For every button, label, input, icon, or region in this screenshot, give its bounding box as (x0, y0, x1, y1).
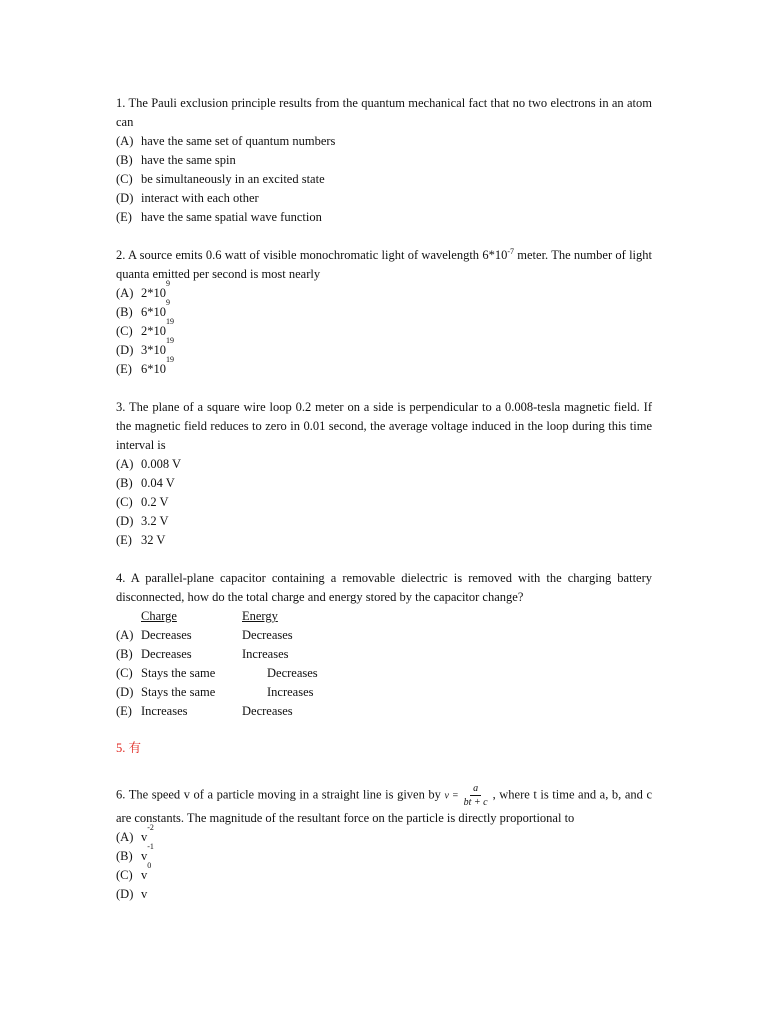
question-stem-end: meter. The number of light quanta emitted per second is most nearly (116, 248, 652, 281)
option-e (116, 355, 652, 379)
energy-cell: Increases (242, 647, 289, 661)
option-label: (C) (116, 495, 133, 509)
table-row (116, 645, 652, 664)
option-exponent: -2 (147, 823, 154, 832)
energy-cell: Decreases (242, 628, 293, 642)
charge-cell: Decreases (141, 647, 192, 661)
option-label: (E) (116, 210, 132, 224)
option-c (116, 861, 652, 885)
option-c (116, 170, 652, 189)
question-2 (116, 246, 652, 379)
exponent: -7 (507, 247, 514, 256)
option-exponent: 0 (147, 861, 152, 870)
energy-cell: Decreases (242, 704, 293, 718)
question-number: 2. (116, 248, 126, 262)
option-label: (E) (116, 362, 132, 376)
charge-cell: Stays the same (141, 666, 216, 680)
option-text: 0.008 V (141, 457, 182, 471)
question-3 (116, 398, 652, 550)
option-base: 2*10 (141, 286, 166, 300)
formula-numerator: a (470, 782, 481, 796)
option-label: (D) (116, 685, 134, 699)
option-base: v (141, 830, 148, 844)
option-label: (B) (116, 647, 133, 661)
option-text: 3.2 V (141, 514, 169, 528)
option-label: (C) (116, 666, 133, 680)
option-b (116, 474, 652, 493)
question-6 (116, 782, 652, 904)
option-e (116, 208, 652, 227)
option-e (116, 531, 652, 550)
charge-cell: Decreases (141, 628, 192, 642)
option-a (116, 279, 652, 303)
option-label: (B) (116, 849, 133, 863)
option-d (116, 885, 652, 904)
option-label: (D) (116, 514, 134, 528)
option-exponent: 9 (166, 298, 170, 307)
question-stem: The plane of a square wire loop 0.2 meter on a side is perpendicular to a 0.008-tesla magnetic field. If the magnetic field reduces to zero in 0.01 second, the average voltage induced in the loop during this time interval is (116, 400, 652, 452)
question-stem-start: The speed v of a particle moving in a straight line is given by (128, 787, 441, 802)
question-4-text (116, 569, 652, 607)
option-c (116, 317, 652, 341)
option-text: 32 V (141, 533, 166, 547)
charge-cell: Increases (141, 704, 188, 718)
option-label: (D) (116, 887, 134, 901)
option-exponent: 9 (166, 279, 170, 288)
option-text: have the same spatial wave function (141, 210, 322, 224)
option-text: have the same spin (141, 153, 236, 167)
option-text: have the same set of quantum numbers (141, 134, 336, 148)
energy-cell: Decreases (267, 666, 318, 680)
option-exponent: -1 (147, 842, 154, 851)
option-label: (A) (116, 457, 134, 471)
option-b (116, 298, 652, 322)
option-text: interact with each other (141, 191, 259, 205)
answer-table-header (116, 607, 652, 626)
table-row (116, 702, 652, 721)
question-1 (116, 94, 652, 227)
question-6-text (116, 782, 652, 828)
option-base: 6*10 (141, 362, 166, 376)
question-number: 6. (116, 787, 126, 802)
option-a (116, 455, 652, 474)
formula-lhs: v = (444, 790, 459, 802)
question-number: 1. (116, 96, 126, 110)
option-base: 2*10 (141, 324, 166, 338)
option-label: (E) (116, 533, 132, 547)
option-a (116, 823, 652, 847)
question-2-text (116, 246, 652, 284)
question-stem: 有 (128, 741, 142, 755)
option-base: v (141, 849, 148, 863)
option-exponent: 19 (166, 317, 174, 326)
option-label: (C) (116, 172, 133, 186)
option-exponent: 19 (166, 336, 174, 345)
option-base: 3*10 (141, 343, 166, 357)
option-b (116, 842, 652, 866)
charge-cell: Stays the same (141, 685, 216, 699)
question-stem-start: A source emits 0.6 watt of visible monochromatic light of wavelength 6*10 (127, 248, 508, 262)
option-label: (A) (116, 830, 134, 844)
formula-fraction (461, 782, 491, 809)
question-5 (116, 739, 652, 758)
question-1-text (116, 94, 652, 132)
option-label: (A) (116, 134, 134, 148)
option-d (116, 336, 652, 360)
question-4 (116, 569, 652, 721)
option-label: (A) (116, 286, 134, 300)
option-d (116, 189, 652, 208)
question-stem: The Pauli exclusion principle results from the quantum mechanical fact that no two electrons in an atom can (116, 96, 652, 129)
formula-denominator: bt + c (463, 797, 488, 808)
option-label: (C) (116, 868, 133, 882)
option-label: (E) (116, 704, 132, 718)
charge-header: Charge (141, 609, 177, 623)
option-base: 6*10 (141, 305, 166, 319)
question-stem: A parallel-plane capacitor containing a removable dielectric is removed with the charging battery disconnected, how do the total charge and energy stored by the capacitor change? (116, 571, 653, 604)
question-3-text (116, 398, 652, 455)
question-number: 5. (116, 741, 126, 755)
option-text: 0.2 V (141, 495, 169, 509)
option-label: (D) (116, 191, 134, 205)
option-base: v (141, 868, 148, 882)
question-number: 4. (116, 571, 126, 585)
energy-cell: Increases (267, 685, 314, 699)
option-a (116, 132, 652, 151)
option-label: (A) (116, 628, 134, 642)
table-row (116, 626, 652, 645)
option-label: (B) (116, 153, 133, 167)
option-label: (C) (116, 324, 133, 338)
option-c (116, 493, 652, 512)
option-label: (B) (116, 476, 133, 490)
question-stem-end: , where t is time and a, b, and c are constants. The magnitude of the resultant force on the particle is directly proportional to (116, 787, 652, 825)
table-row (116, 664, 652, 683)
question-number: 3. (116, 400, 126, 414)
table-row (116, 683, 652, 702)
option-text: be simultaneously in an excited state (141, 172, 325, 186)
option-d (116, 512, 652, 531)
option-base: v (141, 887, 148, 901)
option-label: (D) (116, 343, 134, 357)
energy-header: Energy (242, 609, 278, 623)
option-text: 0.04 V (141, 476, 175, 490)
option-b (116, 151, 652, 170)
option-exponent: 19 (166, 355, 174, 364)
option-label: (B) (116, 305, 133, 319)
